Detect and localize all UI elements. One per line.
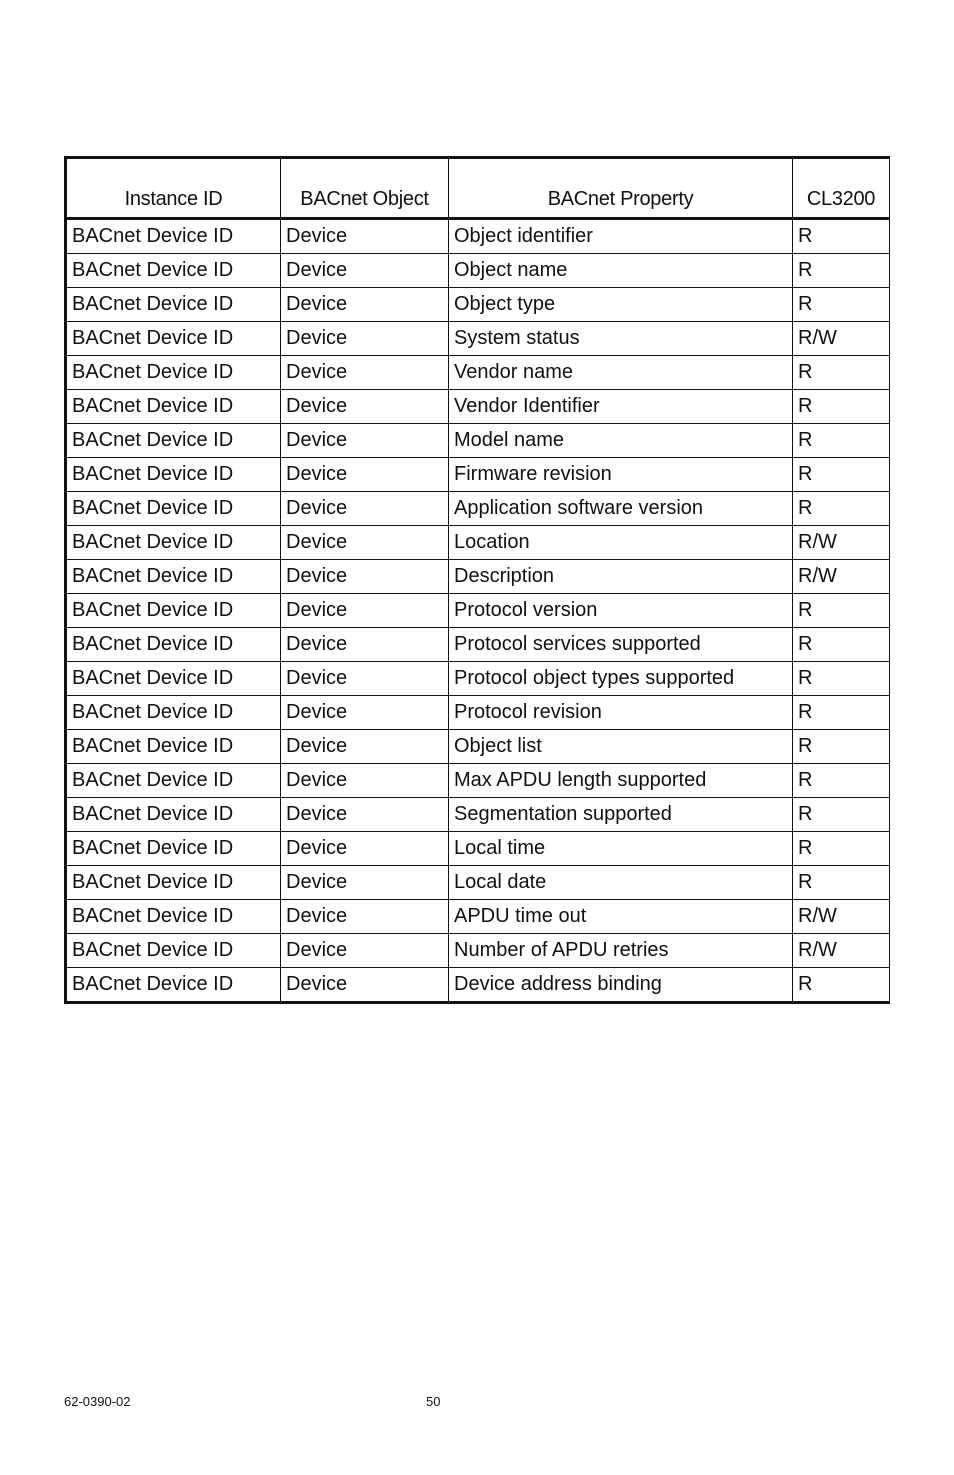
cell-instance-id: BACnet Device ID <box>66 288 281 322</box>
cell-access: R <box>793 866 890 900</box>
cell-instance-id: BACnet Device ID <box>66 832 281 866</box>
cell-access: R <box>793 730 890 764</box>
cell-bacnet-property: Vendor Identifier <box>449 390 793 424</box>
cell-instance-id: BACnet Device ID <box>66 594 281 628</box>
cell-bacnet-object: Device <box>281 492 449 526</box>
cell-bacnet-property: Firmware revision <box>449 458 793 492</box>
cell-access: R <box>793 458 890 492</box>
cell-instance-id: BACnet Device ID <box>66 968 281 1003</box>
header-bacnet-object: BACnet Object <box>281 158 449 219</box>
table-row <box>66 424 890 458</box>
cell-access: R <box>793 832 890 866</box>
cell-bacnet-object: Device <box>281 696 449 730</box>
cell-bacnet-object: Device <box>281 798 449 832</box>
cell-access: R/W <box>793 900 890 934</box>
cell-bacnet-object: Device <box>281 866 449 900</box>
cell-instance-id: BACnet Device ID <box>66 696 281 730</box>
document-number: 62-0390-02 <box>64 1394 131 1409</box>
table-row <box>66 866 890 900</box>
cell-access: R/W <box>793 934 890 968</box>
cell-bacnet-property: Object list <box>449 730 793 764</box>
cell-bacnet-object: Device <box>281 288 449 322</box>
cell-bacnet-property: Local date <box>449 866 793 900</box>
cell-access: R <box>793 764 890 798</box>
cell-instance-id: BACnet Device ID <box>66 662 281 696</box>
cell-instance-id: BACnet Device ID <box>66 356 281 390</box>
cell-bacnet-object: Device <box>281 934 449 968</box>
cell-bacnet-object: Device <box>281 662 449 696</box>
cell-instance-id: BACnet Device ID <box>66 254 281 288</box>
cell-bacnet-property: Local time <box>449 832 793 866</box>
cell-bacnet-property: Device address binding <box>449 968 793 1003</box>
table-row <box>66 730 890 764</box>
table-row <box>66 356 890 390</box>
cell-bacnet-property: Location <box>449 526 793 560</box>
cell-access: R <box>793 424 890 458</box>
cell-bacnet-property: Description <box>449 560 793 594</box>
cell-instance-id: BACnet Device ID <box>66 866 281 900</box>
cell-bacnet-property: Object identifier <box>449 219 793 254</box>
cell-access: R <box>793 356 890 390</box>
header-cl3200: CL3200 <box>793 158 890 219</box>
cell-bacnet-property: Protocol services supported <box>449 628 793 662</box>
table-row <box>66 492 890 526</box>
cell-instance-id: BACnet Device ID <box>66 390 281 424</box>
cell-bacnet-property: Segmentation supported <box>449 798 793 832</box>
cell-bacnet-property: Model name <box>449 424 793 458</box>
table-row <box>66 288 890 322</box>
bacnet-properties-table <box>64 156 890 1004</box>
table-row <box>66 968 890 1003</box>
table-row <box>66 662 890 696</box>
cell-access: R <box>793 288 890 322</box>
cell-access: R <box>793 219 890 254</box>
table-row <box>66 696 890 730</box>
cell-access: R/W <box>793 322 890 356</box>
table-header-row <box>66 158 890 219</box>
cell-instance-id: BACnet Device ID <box>66 322 281 356</box>
cell-bacnet-object: Device <box>281 254 449 288</box>
cell-bacnet-object: Device <box>281 730 449 764</box>
cell-instance-id: BACnet Device ID <box>66 798 281 832</box>
cell-bacnet-object: Device <box>281 968 449 1003</box>
header-bacnet-property: BACnet Property <box>449 158 793 219</box>
cell-bacnet-property: Protocol version <box>449 594 793 628</box>
table-row <box>66 764 890 798</box>
cell-access: R <box>793 254 890 288</box>
table-row <box>66 628 890 662</box>
cell-access: R/W <box>793 526 890 560</box>
cell-instance-id: BACnet Device ID <box>66 526 281 560</box>
cell-bacnet-object: Device <box>281 560 449 594</box>
cell-instance-id: BACnet Device ID <box>66 492 281 526</box>
table-row <box>66 322 890 356</box>
cell-bacnet-property: Max APDU length supported <box>449 764 793 798</box>
table-row <box>66 798 890 832</box>
header-instance-id: Instance ID <box>66 158 281 219</box>
cell-access: R/W <box>793 560 890 594</box>
table-row <box>66 560 890 594</box>
cell-bacnet-object: Device <box>281 594 449 628</box>
cell-bacnet-object: Device <box>281 356 449 390</box>
cell-instance-id: BACnet Device ID <box>66 934 281 968</box>
cell-access: R <box>793 968 890 1003</box>
cell-bacnet-object: Device <box>281 900 449 934</box>
cell-bacnet-object: Device <box>281 764 449 798</box>
cell-bacnet-object: Device <box>281 390 449 424</box>
cell-access: R <box>793 628 890 662</box>
table-row <box>66 900 890 934</box>
table-row <box>66 458 890 492</box>
cell-access: R <box>793 594 890 628</box>
table-row <box>66 254 890 288</box>
cell-bacnet-object: Device <box>281 219 449 254</box>
cell-instance-id: BACnet Device ID <box>66 730 281 764</box>
cell-bacnet-property: APDU time out <box>449 900 793 934</box>
cell-instance-id: BACnet Device ID <box>66 628 281 662</box>
cell-instance-id: BACnet Device ID <box>66 424 281 458</box>
cell-bacnet-property: Application software version <box>449 492 793 526</box>
cell-instance-id: BACnet Device ID <box>66 219 281 254</box>
page-number: 50 <box>426 1394 441 1409</box>
table-row <box>66 832 890 866</box>
table-row <box>66 526 890 560</box>
cell-instance-id: BACnet Device ID <box>66 900 281 934</box>
cell-bacnet-property: Object name <box>449 254 793 288</box>
cell-instance-id: BACnet Device ID <box>66 458 281 492</box>
table-row <box>66 934 890 968</box>
cell-bacnet-property: Protocol revision <box>449 696 793 730</box>
table-row <box>66 594 890 628</box>
cell-bacnet-object: Device <box>281 526 449 560</box>
cell-bacnet-object: Device <box>281 628 449 662</box>
cell-access: R <box>793 662 890 696</box>
cell-bacnet-object: Device <box>281 424 449 458</box>
cell-bacnet-property: Object type <box>449 288 793 322</box>
cell-bacnet-property: Protocol object types supported <box>449 662 793 696</box>
cell-access: R <box>793 798 890 832</box>
table-row <box>66 390 890 424</box>
cell-access: R <box>793 390 890 424</box>
cell-bacnet-property: System status <box>449 322 793 356</box>
cell-bacnet-object: Device <box>281 832 449 866</box>
cell-bacnet-object: Device <box>281 458 449 492</box>
cell-bacnet-property: Number of APDU retries <box>449 934 793 968</box>
cell-bacnet-object: Device <box>281 322 449 356</box>
cell-instance-id: BACnet Device ID <box>66 560 281 594</box>
table-body <box>66 219 890 1003</box>
table-row <box>66 219 890 254</box>
cell-access: R <box>793 696 890 730</box>
cell-instance-id: BACnet Device ID <box>66 764 281 798</box>
cell-access: R <box>793 492 890 526</box>
cell-bacnet-property: Vendor name <box>449 356 793 390</box>
